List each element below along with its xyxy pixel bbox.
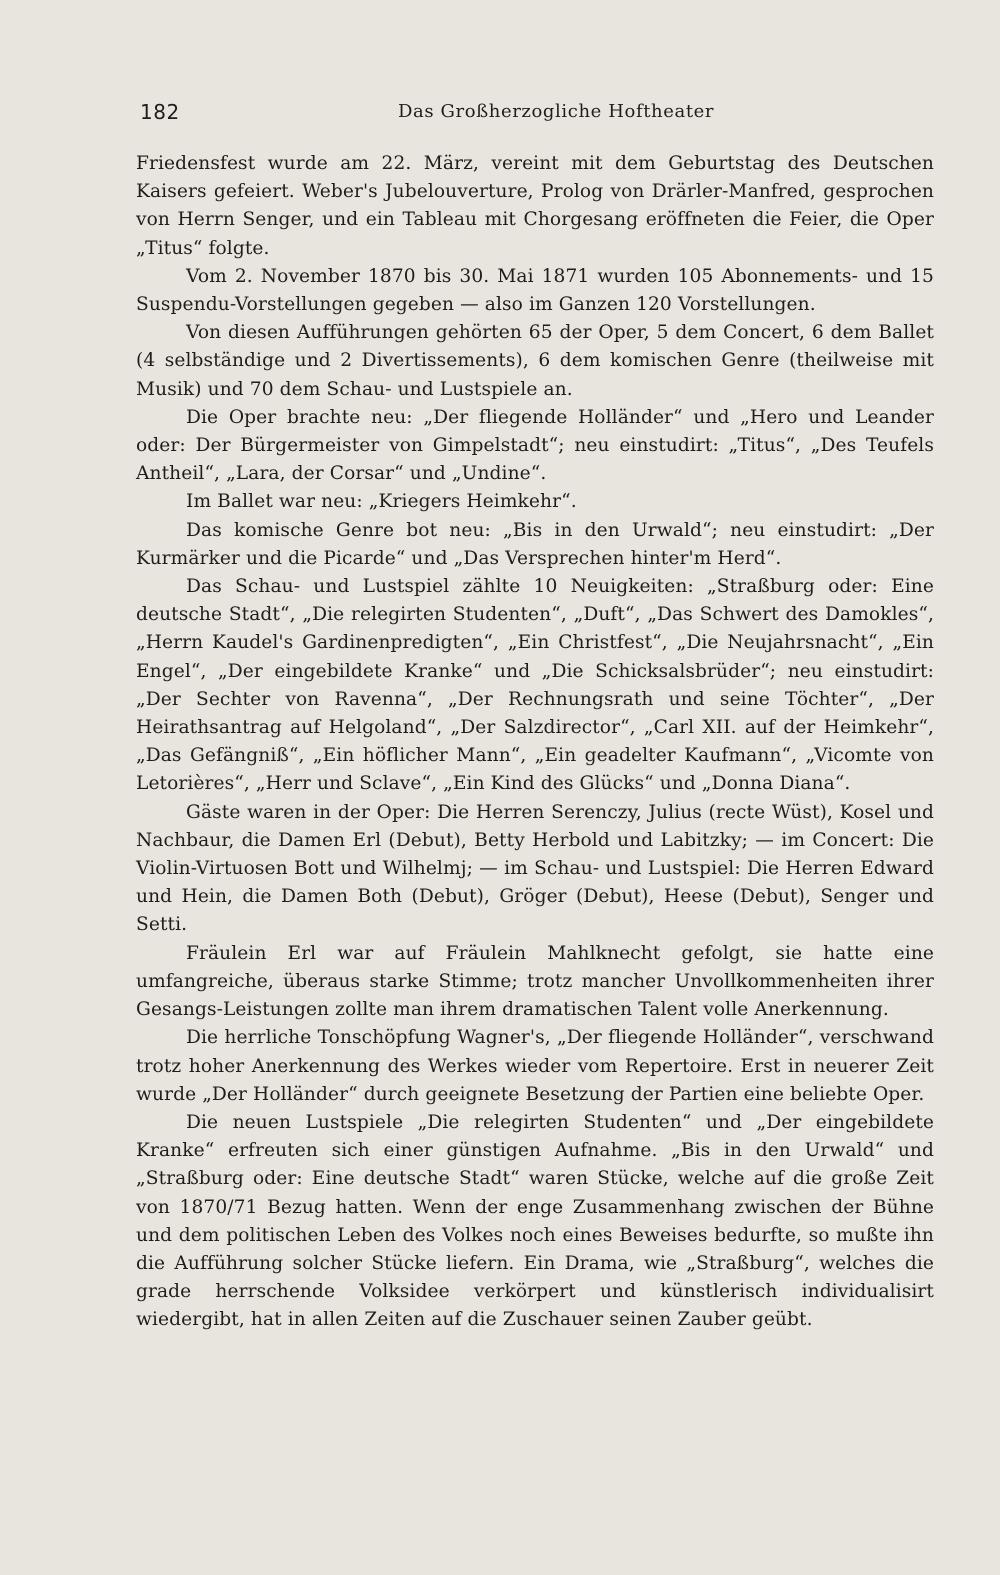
paragraph: Das komische Genre bot neu: „Bis in den Urwald“; neu einstudirt: „Der Kurmärker und die Picarde“ und „Das Versprechen hinter'm Herd“. [136,519,934,569]
page-body [136,150,934,1335]
paragraph: Die Oper brachte neu: „Der fliegende Holländer“ und „Hero und Leander oder: Der Bürgermeister von Gimpelstadt“; neu einstudirt: „Titus“, „Des Teufels Antheil“, „Lara, der Corsar“ und „Undine“. [136,406,934,485]
paragraph: Von diesen Aufführungen gehörten 65 der Oper, 5 dem Concert, 6 dem Ballet (4 selbständige und 2 Divertissements), 6 dem komischen Genre (theilweise mit Musik) und 70 dem Schau- und Lustspiele an. [136,322,934,400]
paragraph: Die herrliche Tonschöpfung Wagner's, „Der fliegende Holländer“, verschwand trotz hoher Anerkennung des Werkes wieder vom Repertoire. Erst in neuerer Zeit wurde „Der Holländer“ durch geeignete Besetzung der Partien eine beliebte Oper. [136,1027,934,1105]
paragraph: Im Ballet war neu: „Kriegers Heimkehr“. [186,491,577,513]
running-title: Das Großherzogliche Hoftheater [398,101,715,122]
page-header [140,100,930,124]
page-number: 182 [140,100,180,124]
paragraph: Vom 2. November 1870 bis 30. Mai 1871 wurden 105 Abonnements- und 15 Suspendu-Vorstellungen gegeben — also im Ganzen 120 Vorstellungen. [136,265,934,316]
paragraph: Das Schau- und Lustspiel zählte 10 Neuigkeiten: „Straßburg oder: Eine deutsche Stadt“, „Die relegirten Studenten“, „Duft“, „Das Schwert des Damokles“, „Herrn Kaudel's Gardinenpredigten“, „Ein Christfest“, „Die Neujahrsnacht“, „Ein Engel“, „Der eingebildete Kranke“ und „Die Schicksalsbrüder“; neu einstudirt: „Der Sechter von Ravenna“, „Der Rechnungsrath und seine Töchter“, „Der Heirathsantrag auf Helgoland“, „Der Salzdirector“, „Carl XII. auf der Heimkehr“, „Das Gefängniß“, „Ein höflicher Mann“, „Ein geadelter Kaufmann“, „Vicomte von Letorières“, „Herr und Sclave“, „Ein Kind des Glücks“ und „Donna Diana“. [136,576,934,795]
paragraph: Die neuen Lustspiele „Die relegirten Studenten“ und „Der eingebildete Kranke“ erfreuten sich einer günstigen Aufnahme. „Bis in den Urwald“ und „Straßburg oder: Eine deutsche Stadt“ waren Stücke, welche auf die große Zeit von 1870/71 Bezug hatten. Wenn der enge Zusammenhang zwischen der Bühne und dem politischen Leben des Volkes noch eines Beweises bedurfte, so mußte ihn die Aufführung solcher Stücke liefern. Ein Drama, wie „Straßburg“, welches die grade herrschende Volksidee verkörpert und künstlerisch individualisirt wiedergibt, hat in allen Zeiten auf die Zuschauer seinen Zauber geübt. [136,1111,934,1331]
paragraph: Fräulein Erl war auf Fräulein Mahlknecht gefolgt, sie hatte eine umfangreiche, überaus starke Stimme; trotz mancher Unvollkommenheiten ihrer Gesangs-Leistungen zollte man ihrem dramatischen Talent volle Anerkennung. [136,942,934,1021]
paragraph: Gäste waren in der Oper: Die Herren Serenczy, Julius (recte Wüst), Kosel und Nachbaur, die Damen Erl (Debut), Betty Herbold und Labitzky; — im Concert: Die Violin-Virtuosen Bott und Wilhelmj; — im Schau- und Lustspiel: Die Herren Edward und Hein, die Damen Both (Debut), Gröger (Debut), Heese (Debut), Senger und Setti. [136,801,934,936]
paragraph-continuation: Friedensfest wurde am 22. März, vereint mit dem Geburtstag des Deutschen Kaisers gefeiert. Weber's Jubelouverture, Prolog von Drärler-Manfred, gesprochen von Herrn Senger, und ein Tableau mit Chorgesang eröffneten die Feier, die Oper „Titus“ folgte. [136,153,934,259]
